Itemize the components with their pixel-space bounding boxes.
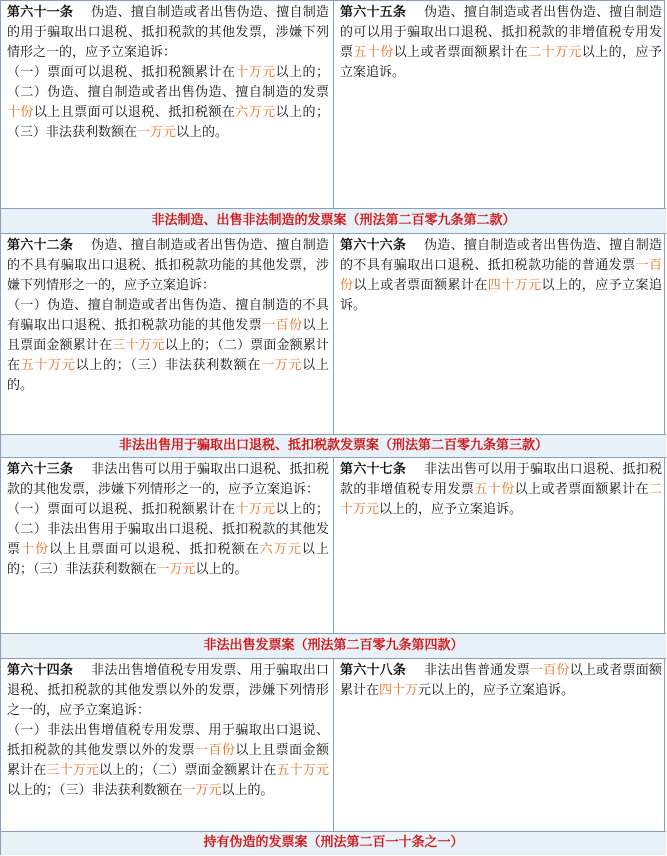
article-number: 第六十三条: [7, 462, 74, 477]
amount-highlight: 一万元: [156, 562, 196, 577]
amount-highlight: 一万元: [182, 783, 222, 798]
amount-highlight: 三十万元: [112, 338, 165, 353]
article-text: 元以上的，应予立案追诉。: [418, 683, 575, 698]
article-text: 非法出售可以用于骗取出口退税、抵扣税款的其他发票，涉嫌下列情形之一的，应予立案追诉：: [7, 462, 329, 497]
amount-highlight: 二十万元: [528, 45, 582, 60]
amount-highlight: 一百份: [195, 743, 236, 758]
amount-highlight: 五十份: [474, 482, 515, 497]
article-text: 以上的；（二）票面金额累计在: [7, 338, 329, 373]
article-61-cell: [1, 1, 334, 208]
article-text: 非法出售普通发票: [424, 663, 530, 678]
article-text: 以上的；（二）非法出售用于骗取出口退税、抵扣税款的其他发票: [7, 502, 329, 557]
article-text: 以上的；（三）非法获利数额在: [7, 783, 183, 798]
article-text: （一）票面可以退税、抵扣税额累计在: [7, 65, 236, 80]
article-number: 第六十八条: [340, 663, 407, 678]
article-text: 以上的；（三）非法获利数额在: [7, 542, 329, 577]
amount-highlight: 十万元: [235, 502, 276, 517]
amount-highlight: 四十万元: [487, 278, 542, 293]
article-number: 第六十二条: [7, 238, 74, 253]
article-text: 伪造、擅自制造或者出售伪造、擅自制造的用于骗取出口退税、抵扣税款的其他发票，涉嫌下列情形之一的，应予立案追诉：: [7, 5, 329, 60]
article-text: 以上的，应予立案追诉。: [379, 502, 523, 517]
article-text: 以上的；（二）伪造、擅自制造或者出售伪造、擅自制造的发票: [7, 65, 329, 100]
amount-highlight: 一百份: [262, 318, 303, 333]
article-number: 第六十六条: [340, 238, 407, 253]
article-68-cell: [334, 659, 666, 831]
article-text: 伪造、擅自制造或者出售伪造、擅自制造的不具有骗取出口退税、抵扣税款功能的其他发票，涉嫌下列情形之一的，应予立案追诉：: [7, 238, 329, 293]
amount-highlight: 三十万元: [46, 763, 100, 778]
amount-highlight: 二十万元: [340, 482, 662, 517]
article-text: 以上且票面可以退税、抵扣税额在: [33, 105, 236, 120]
article-text: 伪造、擅自制造或者出售伪造、擅自制造的不具有骗取出口退税、抵扣税款功能的普通发票: [340, 238, 662, 273]
article-67-cell: [334, 458, 666, 633]
article-text: 以上的；（三）非法获利数额在: [75, 358, 262, 373]
amount-highlight: 十份: [7, 105, 34, 120]
amount-highlight: 一万元: [261, 358, 303, 373]
article-64-cell: [1, 659, 334, 831]
article-text: 以上的。: [221, 783, 274, 798]
article-65-cell: [334, 1, 666, 208]
article-text: 以上的。: [176, 125, 229, 140]
article-text: 以上或者票面额累计在: [393, 45, 529, 60]
amount-highlight: 一百份: [340, 258, 662, 293]
amount-highlight: 一万元: [137, 125, 177, 140]
article-text: 以上的；（三）非法获利数额在: [7, 105, 329, 140]
article-text: （一）非法出售增值税专用发票、用于骗取出口退说、抵扣税款的其他发票以外的发票: [7, 723, 329, 758]
article-text: 以上的，应予立案追诉。: [340, 45, 662, 80]
table-row: [1, 458, 666, 633]
article-text: （一）伪造、擅自制造或者出售伪造、擅自制造的不具有骗取出口退税、抵扣税款功能的其他发票: [7, 298, 329, 333]
amount-highlight: 六万元: [259, 542, 302, 557]
amount-highlight: 五十份: [353, 45, 394, 60]
article-number: 第六十一条: [7, 5, 74, 20]
article-text: 以上且票面金额累计在: [7, 318, 329, 353]
table-row: [1, 659, 666, 831]
article-text: 伪造、擅自制造或者出售伪造、擅自制造的可以用于骗取出口退税、抵扣税款的非增值税专用发票: [340, 5, 662, 60]
article-text: 非法出售可以用于骗取出口退税、抵扣税款的非增值税专用发票: [340, 462, 662, 497]
article-number: 第六十五条: [340, 5, 407, 20]
section-header: 持有伪造的发票案（刑法第二百一十条之一）: [1, 831, 666, 855]
article-text: 以上或者票面额累计在: [514, 482, 649, 497]
article-text: （一）票面可以退税、抵扣税额累计在: [7, 502, 236, 517]
article-number: 第六十七条: [340, 462, 407, 477]
article-text: 以上的。: [7, 358, 329, 393]
article-text: 以上或者票面额累计在: [340, 663, 662, 698]
amount-highlight: 五十万元: [276, 763, 329, 778]
amount-highlight: 五十万元: [20, 358, 76, 373]
section-header: 非法出售用于骗取出口退税、抵扣税款发票案（刑法第二百零九条第三款）: [1, 434, 666, 458]
amount-highlight: 十万元: [235, 65, 276, 80]
article-text: 非法出售增值税专用发票、用于骗取出口退税、抵扣税款的其他发票以外的发票，涉嫌下列情形之一的，应予立案追诉：: [7, 663, 329, 718]
table-row: [1, 234, 666, 434]
article-text: 以上且票面可以退税、抵扣税额在: [49, 542, 260, 557]
article-number: 第六十四条: [7, 663, 74, 678]
article-63-cell: [1, 458, 334, 633]
article-text: 以上的；（二）票面金额累计在: [99, 763, 277, 778]
amount-highlight: 四十万: [379, 683, 419, 698]
section-header: 非法出售发票案（刑法第二百零九条第四款）: [1, 633, 666, 659]
amount-highlight: 一百份: [529, 663, 570, 678]
amount-highlight: 六万元: [235, 105, 276, 120]
article-text: 以上的，应予立案追诉。: [340, 278, 662, 313]
article-62-cell: [1, 234, 334, 434]
article-text: 以上或者票面额累计在: [353, 278, 488, 293]
article-text: 以上的。: [195, 562, 248, 577]
section-header: 非法制造、出售非法制造的发票案（刑法第二百零九条第二款）: [1, 208, 666, 234]
table-row: [1, 1, 666, 208]
article-text: 以上且票面金额累计在: [7, 743, 329, 778]
article-66-cell: [334, 234, 666, 434]
amount-highlight: 十份: [21, 542, 50, 557]
